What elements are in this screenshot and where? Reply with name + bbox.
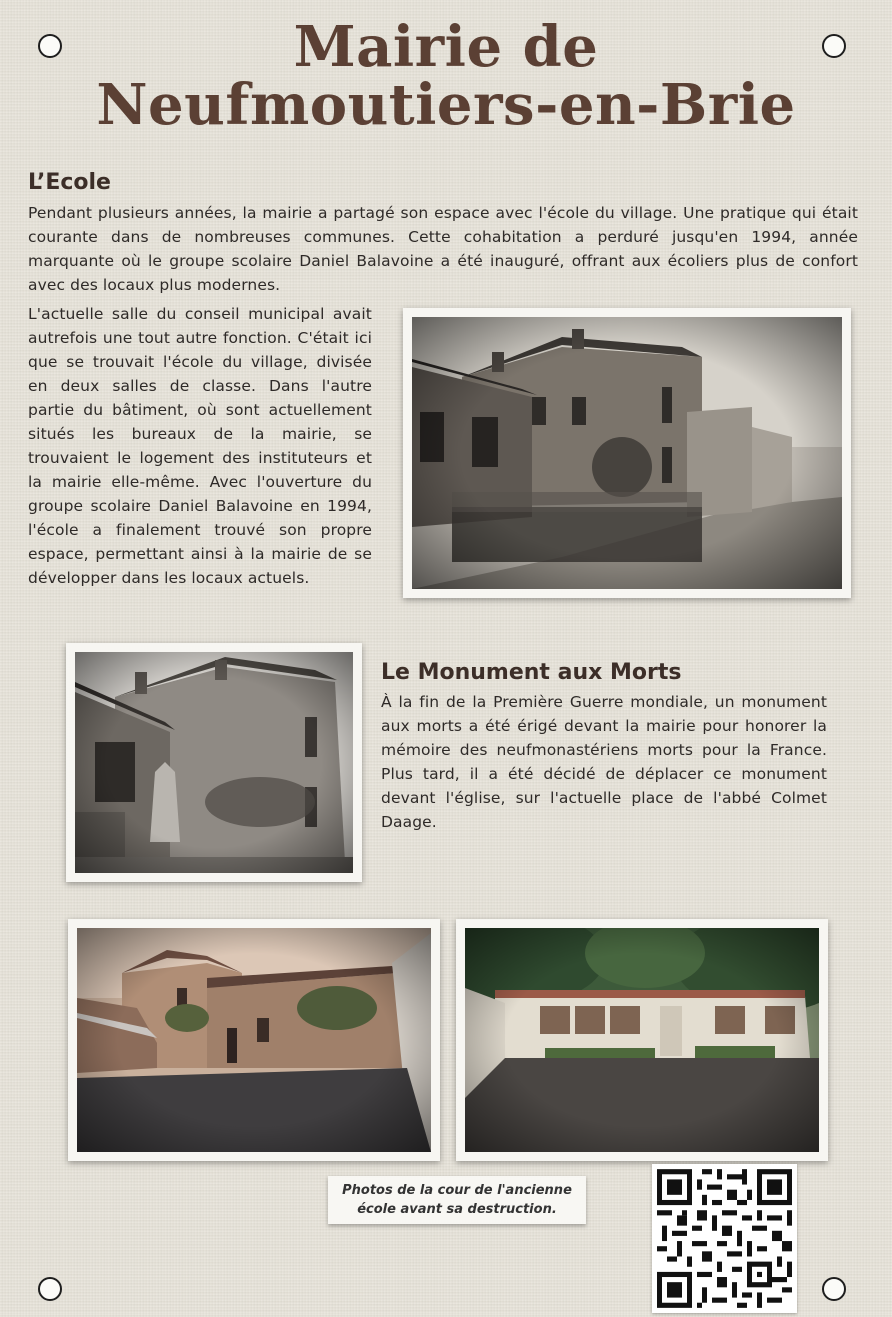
ecole-intro-paragraph: Pendant plusieurs années, la mairie a partagé son espace avec l'école du village. Une pratique qui était courante dans de nombreuses communes. Cette cohabitation a perduré jusqu'en 1994, année marquante où le groupe scolaire Daniel Balavoine a été inauguré, offrant aux écoliers plus de confort avec des locaux plus modernes. <box>28 204 858 294</box>
photo-courtyard-right <box>456 919 828 1161</box>
courtyard-left-image <box>77 928 431 1152</box>
photo-courtyard-left <box>68 919 440 1161</box>
ecole-body-paragraph: L'actuelle salle du conseil municipal avait autrefois une tout autre fonction. C'était ici que se trouvait l'école du village, divisée en deux salles de classe. Dans l'autre partie du bâtiment, où sont actuellement situés les bureaux de la mairie, se trouvaient le logement des instituteurs et la mairie elle-même. Avec l'ouverture du groupe scolaire Daniel Balavoine en 1994, l'école a finalement trouvé son propre espace, permettant ainsi à la mairie de se développer dans les locaux actuels. <box>28 305 372 587</box>
page-title-line-2: Neufmoutiers-en-Brie <box>96 72 796 138</box>
monument-body-paragraph: À la fin de la Première Guerre mondiale, un monument aux morts a été érigé devant la mairie pour honorer la mémoire des neufmonastériens morts pour la France. Plus tard, il a été décidé de déplacer ce monument devant l'église, sur l'actuelle place de l'abbé Colmet Daage. <box>381 693 827 831</box>
caption-line-1: Photos de la cour de l'ancienne <box>342 1183 572 1198</box>
ecole-heading: L’Ecole <box>28 170 111 195</box>
courtyard-right-image <box>465 928 819 1152</box>
caption-line-2: école avant sa destruction. <box>357 1202 557 1217</box>
page-title <box>0 14 892 138</box>
page-title-line-1: Mairie de <box>293 14 599 80</box>
photo-old-school-street <box>403 308 851 598</box>
mount-hole-bottom-right <box>822 1277 846 1301</box>
mairie-monument-image <box>75 652 353 873</box>
courtyard-photos-caption <box>328 1176 586 1224</box>
qr-code[interactable] <box>652 1164 797 1313</box>
qr-code-icon <box>652 1164 797 1313</box>
monument-heading: Le Monument aux Morts <box>381 660 682 685</box>
mount-hole-bottom-left <box>38 1277 62 1301</box>
old-school-street-image <box>412 317 842 589</box>
photo-mairie-monument <box>66 643 362 882</box>
